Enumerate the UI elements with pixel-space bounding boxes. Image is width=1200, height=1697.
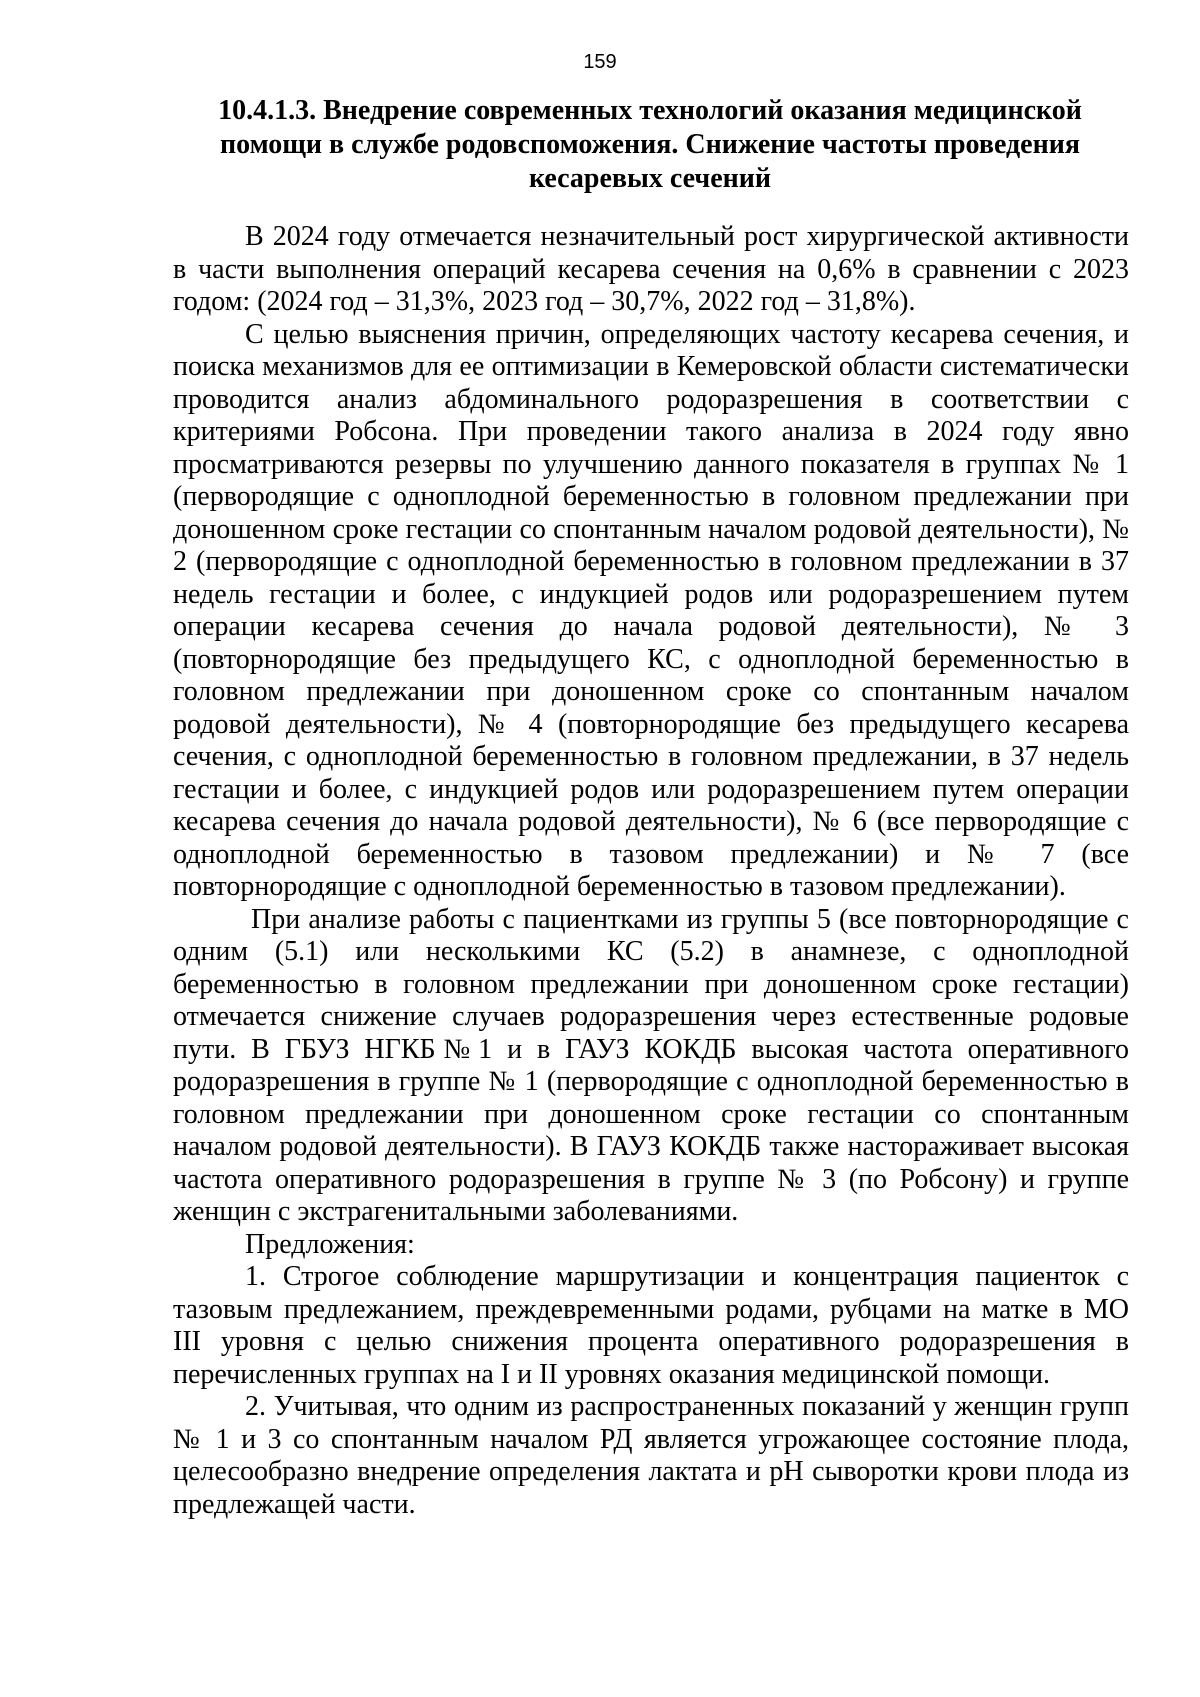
- paragraph-robson-analysis: С целью выяснения причин, определяющих частоту кесарева сечения, и поиска механизмов для ее оптимизации в Кемеровской области систематически проводится анализ абдоминального родоразрешения в соответствии с критериями Робсона. При проведении такого анализа в 2024 году явно просматриваются резервы по улучшению данного показателя в группах № 1 (первородящие с одноплодной беременностью в головном предлежании при доношенном сроке гестации со спонтанным началом родовой деятельности), № 2 (первородящие с одноплодной беременностью в головном предлежании в 37 недель гестации и более, с индукцией родов или родоразрешением путем операции кесарева сечения до начала родовой деятельности), № 3 (повторнородящие без предыдущего КС, с одноплодной беременностью в головном предлежании при доношенном сроке со спонтанным началом родовой деятельности), № 4 (повторнородящие без предыдущего кесарева сечения, с одноплодной беременностью в головном предлежании, в 37 недель гестации и более, с индукцией родов или родоразрешением путем операции кесарева сечения до начала родовой деятельности), № 6 (все первородящие с одноплодной беременностью в тазовом предлежании) и № 7 (все повторнородящие с одноплодной беременностью в тазовом предлежании).: [173, 318, 1129, 902]
- document-body: [173, 221, 1129, 1521]
- paragraph-proposal-1: 1. Строгое соблюдение маршрутизации и концентрация пациенток с тазовым предлежанием, преждевременными родами, рубцами на матке в МО III уровня с целью снижения процента оперативного родоразрешения в перечисленных группах на I и II уровнях оказания медицинской помощи.: [173, 1261, 1129, 1390]
- section-heading: 10.4.1.3. Внедрение современных технологий оказания медицинской помощи в службе родовспоможения. Снижение частоты проведения кесаревых сечений: [218, 95, 1082, 194]
- paragraph-group-5-analysis: При анализе работы с пациентками из группы 5 (все повторнородящие с одним (5.1) или несколькими КС (5.2) в анамнезе, с одноплодной беременностью в головном предлежании при доношенном сроке гестации) отмечается снижение случаев родоразрешения через естественные родовые пути. В ГБУЗ НГКБ№1 и в ГАУЗ КОКДБ высокая частота оперативного родоразрешения в группе № 1 (первородящие с одноплодной беременностью в головном предлежании при доношенном сроке гестации со спонтанным началом родовой деятельности). В ГАУЗ КОКДБ также настораживает высокая частота оперативного родоразрешения в группе № 3 (по Робсону) и группе женщин с экстрагенитальными заболеваниями.: [173, 903, 1129, 1227]
- page-number: 159: [583, 51, 617, 73]
- paragraph-cesarean-rate: В 2024 году отмечается незначительный рост хирургической активности в части выполнения операций кесарева сечения на 0,6% в сравнении с 2023 годом: (2024 год – 31,3%, 2023 год – 30,7%, 2022 год – 31,8%).: [173, 221, 1129, 317]
- paragraph-proposal-2: 2. Учитывая, что одним из распространенных показаний у женщин групп № 1 и 3 со спонтанным началом РД является угрожающее состояние плода, целесообразно внедрение определения лактата и pH сыворотки крови плода из предлежащей части.: [173, 1391, 1129, 1520]
- paragraph-proposals-label: Предложения:: [245, 1228, 415, 1260]
